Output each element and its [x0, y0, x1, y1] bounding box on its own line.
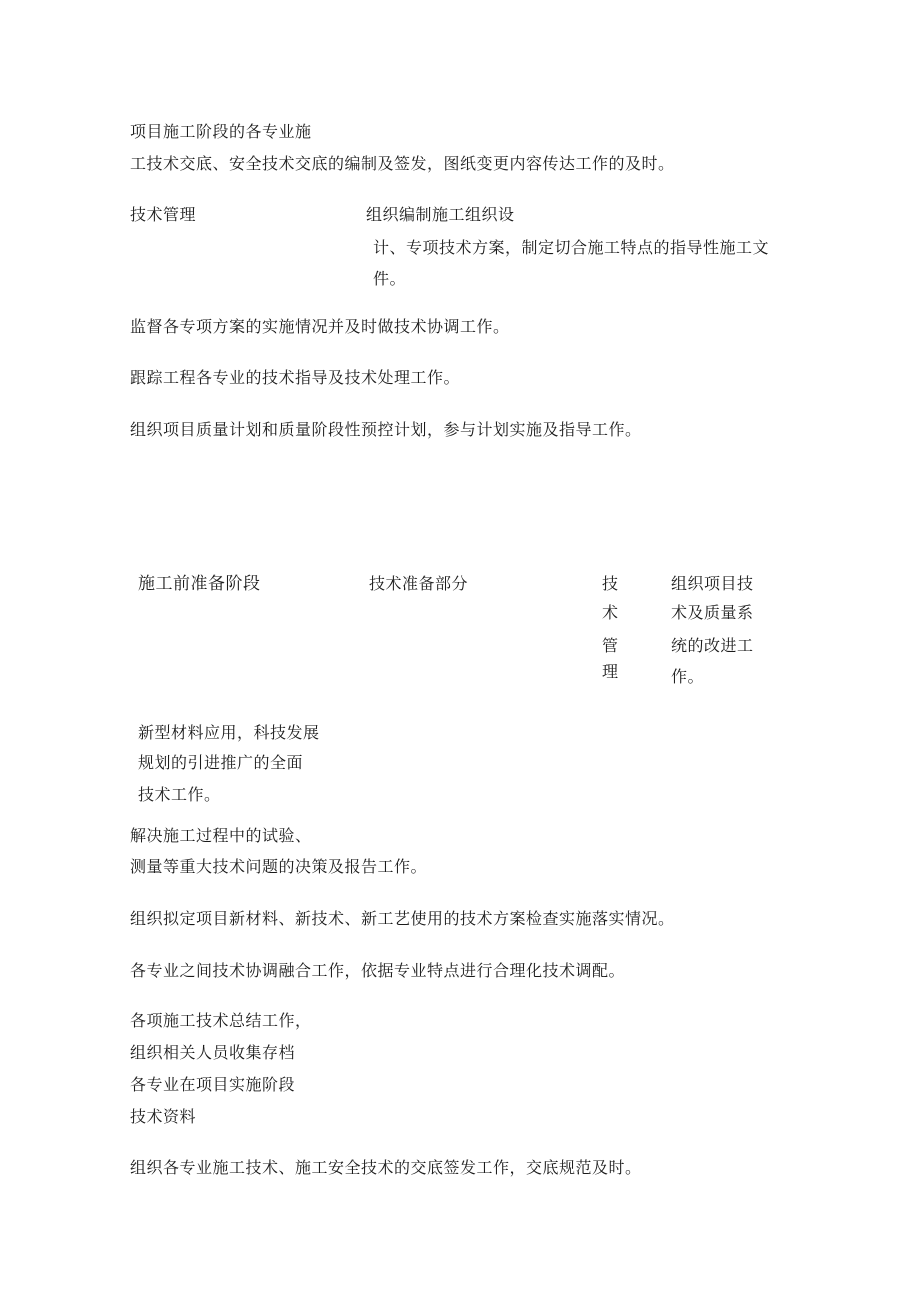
solve-line2: 测量等重大技术问题的决策及报告工作。: [130, 857, 428, 876]
new-material-line3: 技术工作。: [138, 785, 221, 804]
solve-line1: 解决施工过程中的试验、: [130, 826, 312, 845]
tech-mgmt-line2: 计、专项技术方案，制定切合施工特点的指导性施工文: [373, 238, 770, 257]
summary-line3: 各专业在项目实施阶段: [130, 1075, 296, 1094]
paragraph-quality-plan: 组织项目质量计划和质量阶段性预控计划，参与计划实施及指导工作。: [130, 420, 642, 439]
tech-mgmt-line1: 组织编制施工组织设: [366, 205, 515, 224]
tech-mgmt-line3: 件。: [373, 269, 407, 288]
prep-desc-line4: 作。: [671, 667, 705, 686]
summary-line2: 组织相关人员收集存档: [130, 1043, 296, 1062]
paragraph-coordination: 各专业之间技术协调融合工作，依据专业特点进行合理化技术调配。: [130, 961, 626, 980]
vertical-char-1: 技: [602, 574, 619, 593]
paragraph-new-tech-plan: 组织拟定项目新材料、新技术、新工艺使用的技术方案检查实施落实情况。: [130, 909, 675, 928]
vertical-char-2: 术: [602, 603, 619, 622]
section1-line2: 工技术交底、安全技术交底的编制及签发，图纸变更内容传达工作的及时。: [130, 154, 675, 173]
prep-desc-line1: 组织项目技: [671, 574, 754, 593]
prep-desc-line3: 统的改进工: [671, 636, 754, 655]
summary-line4: 技术资料: [130, 1107, 197, 1126]
prep-stage-label: 施工前准备阶段: [138, 574, 261, 594]
paragraph-track: 跟踪工程各专业的技术指导及技术处理工作。: [130, 368, 461, 387]
vertical-char-4: 理: [602, 662, 619, 681]
new-material-line2: 规划的引进推广的全面: [138, 753, 304, 772]
vertical-char-3: 管: [602, 636, 619, 655]
prep-desc-line2: 术及质量系: [671, 603, 754, 622]
prep-part-label: 技术准备部分: [369, 574, 469, 593]
paragraph-supervise: 监督各专项方案的实施情况并及时做技术协调工作。: [130, 317, 510, 336]
new-material-line1: 新型材料应用，科技发展: [138, 723, 320, 742]
paragraph-final: 组织各专业施工技术、施工安全技术的交底签发工作，交底规范及时。: [130, 1158, 642, 1177]
tech-mgmt-label: 技术管理: [130, 205, 197, 224]
section1-line1: 项目施工阶段的各专业施: [130, 122, 312, 141]
summary-line1: 各项施工技术总结工作，: [130, 1011, 312, 1030]
